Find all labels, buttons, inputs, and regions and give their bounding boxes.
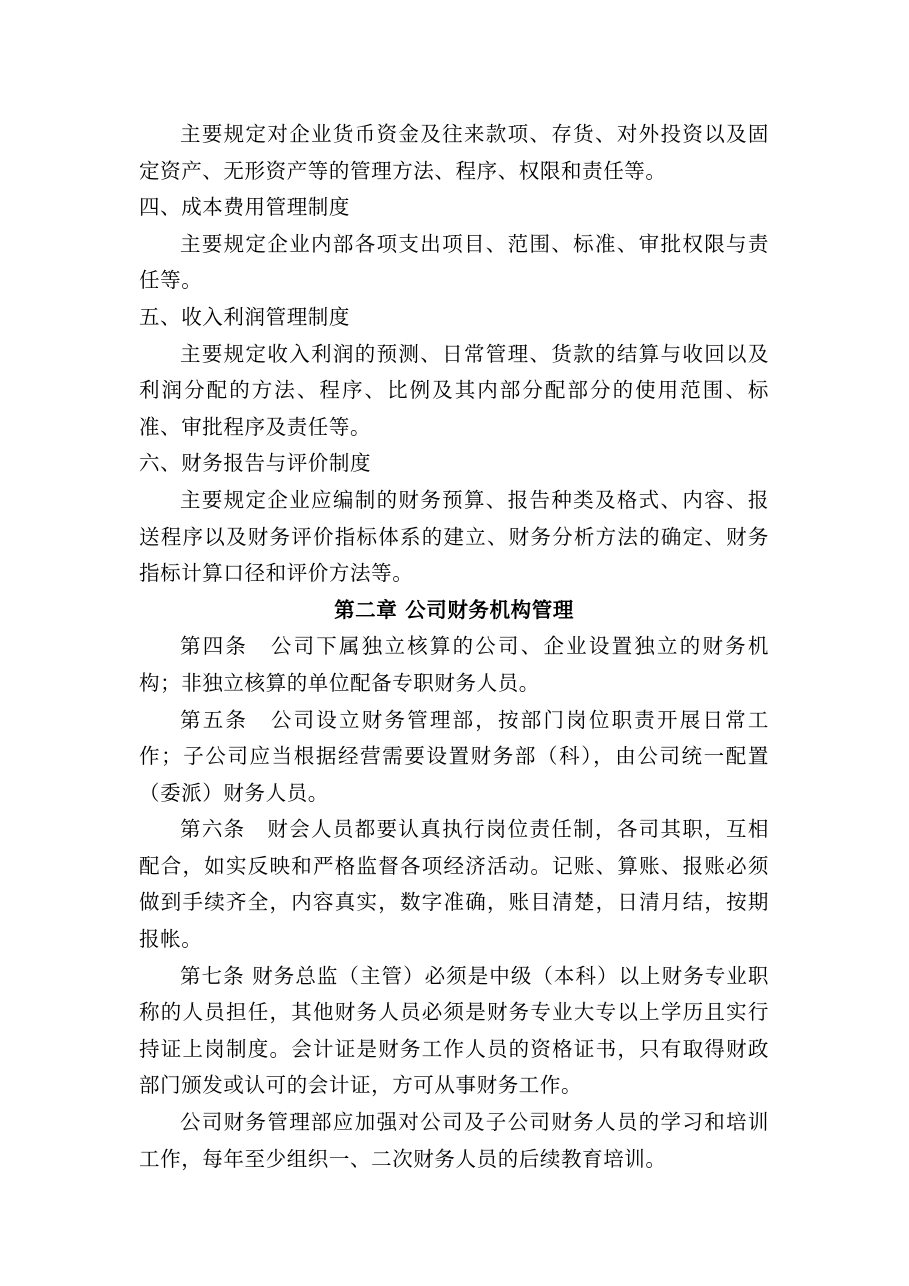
article-6: 第六条 财会人员都要认真执行岗位责任制，各司其职，互相配合，如实反映和严格监督各项经济活动。记账、算账、报账必须做到手续齐全，内容真实，数字准确，账目清楚，日清月结，按期报帐。 xyxy=(139,817,769,952)
paragraph-cost-expense: 主要规定企业内部各项支出项目、范围、标准、审批权限与责任等。 xyxy=(139,231,769,293)
chapter-title: 第二章 公司财务机构管理 xyxy=(334,597,574,622)
paragraph-financial-report: 主要规定企业应编制的财务预算、报告种类及格式、内容、报送程序以及财务评价指标体系的建立、财务分析方法的确定、财务指标计算口径和评价方法等。 xyxy=(139,487,769,586)
document-page xyxy=(139,116,769,1177)
paragraph-revenue-profit: 主要规定收入利润的预测、日常管理、货款的结算与收回以及利润分配的方法、程序、比例及其内部分配部分的使用范围、标准、审批程序及责任等。 xyxy=(139,341,769,439)
section-heading-financial-report: 六、财务报告与评价制度 xyxy=(139,451,372,476)
section-heading-cost-expense: 四、成本费用管理制度 xyxy=(139,195,350,220)
paragraph-training: 公司财务管理部应加强对公司及子公司财务人员的学习和培训工作，每年至少组织一、二次财务人员的后续教育培训。 xyxy=(139,1110,769,1171)
article-7: 第七条 财务总监（主管）必须是中级（本科）以上财务专业职称的人员担任，其他财务人员必须是财务专业大专以上学历且实行持证上岗制度。会计证是财务工作人员的资格证书，只有取得财政部门颁发或认可的会计证，方可从事财务工作。 xyxy=(139,963,769,1098)
article-4: 第四条 公司下属独立核算的公司、企业设置独立的财务机构；非独立核算的单位配备专职财务人员。 xyxy=(139,634,769,695)
section-heading-revenue-profit: 五、收入利润管理制度 xyxy=(139,304,350,329)
article-5: 第五条 公司设立财务管理部，按部门岗位职责开展日常工作；子公司应当根据经营需要设置财务部（科），由公司统一配置（委派）财务人员。 xyxy=(139,707,769,805)
paragraph-asset-management: 主要规定对企业货币资金及往来款项、存货、对外投资以及固定资产、无形资产等的管理方法、程序、权限和责任等。 xyxy=(139,122,769,183)
